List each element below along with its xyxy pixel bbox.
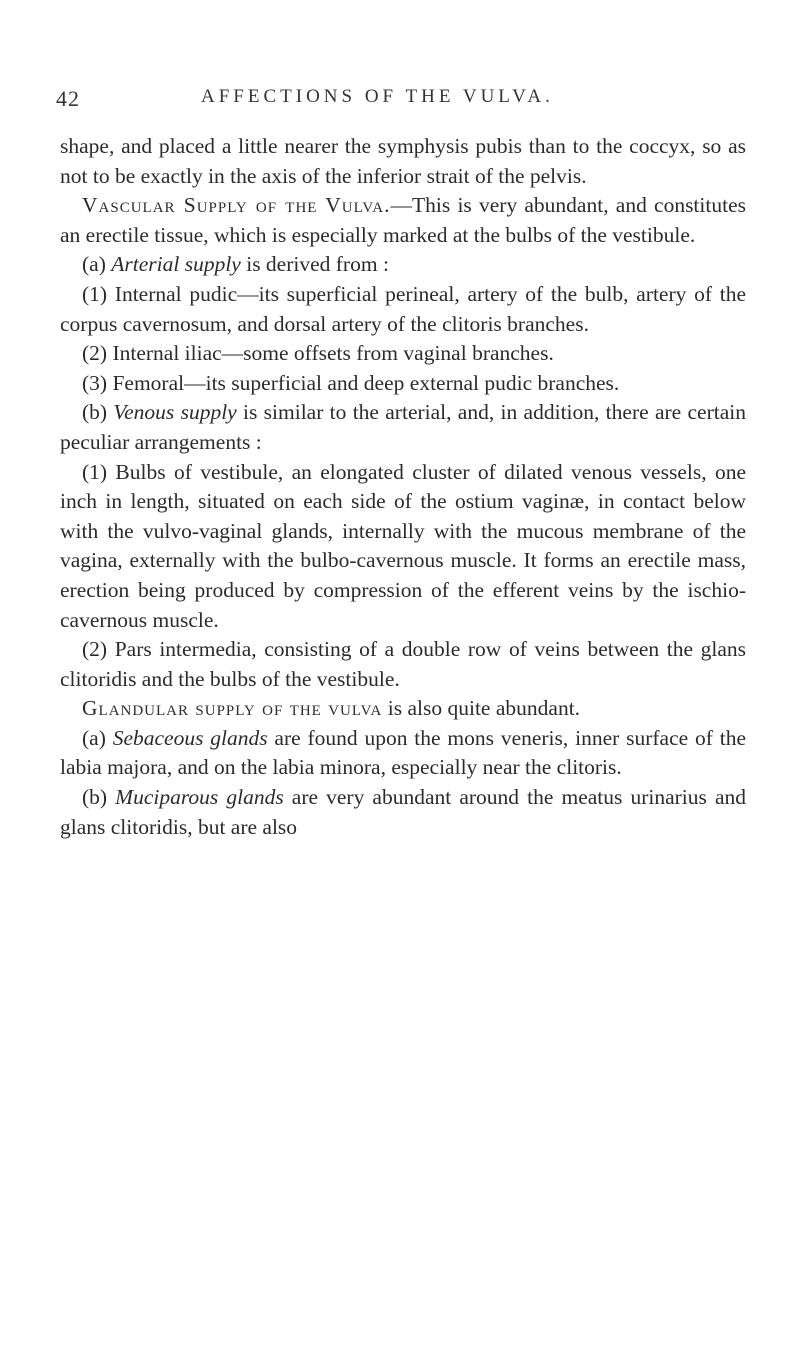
paragraph-text: is also quite abundant. bbox=[382, 696, 581, 721]
body-text bbox=[60, 132, 746, 842]
paragraph-continuation bbox=[60, 132, 746, 191]
list-item-internal-pudic bbox=[60, 280, 746, 339]
page-header bbox=[56, 86, 746, 116]
paragraph-text: shape, and placed a little nearer the symphysis pubis than to the coccyx, so as not to be exactly in the axis of the inferior strait of the pelvis. bbox=[60, 134, 746, 188]
paragraph-text: is derived from : bbox=[240, 252, 389, 277]
paragraph-text: are very abundant around the meatus urinarius and glans clitoridis, but are also bbox=[60, 785, 747, 839]
paragraph-text: are found upon the mons veneris, inner surface of the labia majora, and on the labia minora, especially near the clitoris. bbox=[60, 725, 746, 780]
list-item-pars-intermedia bbox=[60, 635, 746, 694]
paragraph-text: (1) Bulbs of vestibule, an elongated cluster of dilated venous vessels, one inch in length, situated on each side of the ostium vaginæ, in contact below with the vulvo-vaginal glands, internally with the mucous membrane of the vagina, externally with the bulbo-cavernous muscle. It forms an erectile mass, erection being produced by compression of the efferent veins by the ischio-cavernous muscle. bbox=[60, 459, 746, 632]
paragraph-text: (3) Femoral—its superficial and deep external pudic branches. bbox=[82, 370, 620, 395]
paragraph-text: —This is very abundant, and constitutes an erectile tissue, which is especially marked at the bulbs of the vestibule. bbox=[60, 193, 746, 247]
list-marker: (a) bbox=[82, 252, 112, 277]
list-item-internal-iliac bbox=[60, 339, 746, 369]
italic-term-muciparous-glands: Muciparous glands bbox=[115, 785, 284, 810]
list-marker: (b) bbox=[82, 400, 114, 425]
page-number: 42 bbox=[56, 86, 80, 111]
list-marker: (b) bbox=[82, 785, 116, 810]
paragraph-glandular-supply bbox=[60, 694, 746, 724]
italic-term-sebaceous-glands: Sebaceous glands bbox=[112, 725, 268, 750]
section-heading-vascular-supply: Vascular Supply of the Vulva. bbox=[82, 193, 391, 218]
list-marker: (a) bbox=[82, 725, 113, 750]
paragraph-text: (1) Internal pudic—its superficial perineal, artery of the bulb, artery of the corpus cavernosum, and dorsal artery of the clitoris branches. bbox=[60, 281, 746, 336]
paragraph-venous-supply bbox=[60, 398, 746, 457]
paragraph-vascular-supply bbox=[60, 191, 746, 250]
paragraph-text: is similar to the arterial, and, in addition, there are certain peculiar arrangements : bbox=[60, 400, 746, 454]
paragraph-muciparous-glands bbox=[60, 783, 746, 842]
list-item-femoral bbox=[60, 369, 746, 399]
italic-term-arterial-supply: Arterial supply bbox=[111, 252, 241, 277]
italic-term-venous-supply: Venous supply bbox=[113, 400, 237, 425]
section-heading-glandular-supply: Glandular supply of the vulva bbox=[82, 696, 383, 721]
running-head: AFFECTIONS OF THE VULVA. bbox=[201, 86, 554, 107]
paragraph-text: (2) Pars intermedia, consisting of a double row of veins between the glans clitoridis and the bulbs of the vestibule. bbox=[60, 637, 746, 691]
paragraph-text: (2) Internal iliac—some offsets from vaginal branches. bbox=[82, 341, 554, 366]
paragraph-sebaceous-glands bbox=[60, 724, 746, 783]
list-item-bulbs-of-vestibule bbox=[60, 458, 746, 636]
paragraph-arterial-supply bbox=[60, 250, 746, 280]
